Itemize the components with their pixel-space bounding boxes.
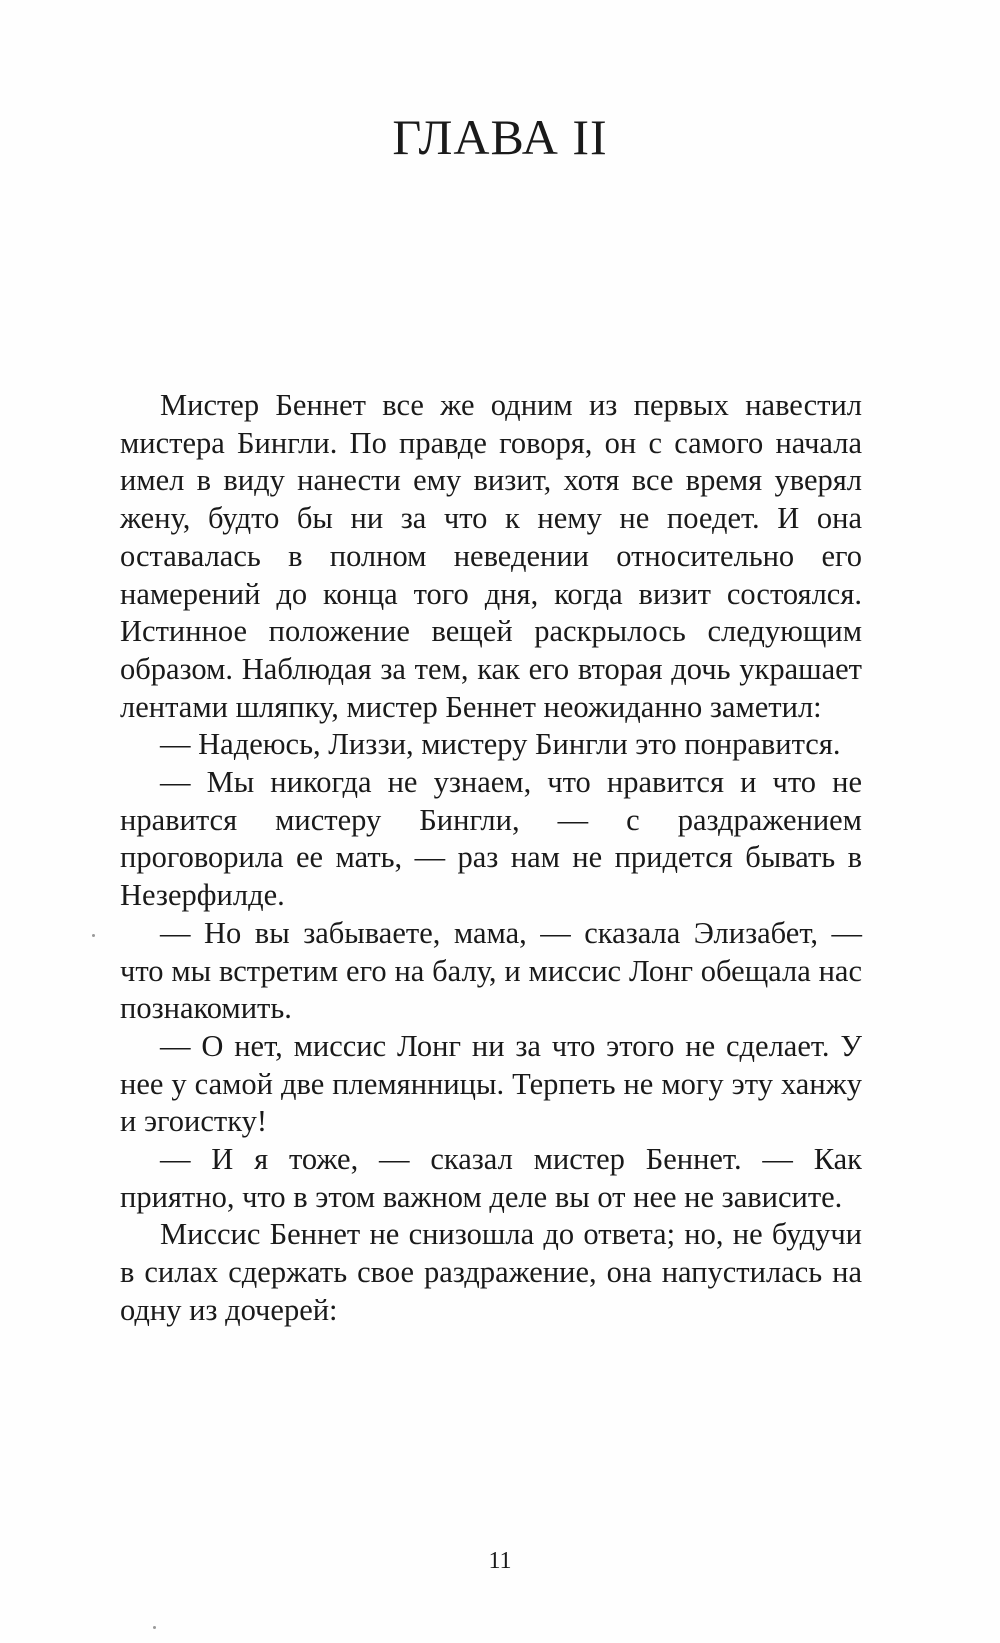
chapter-title: ГЛАВА II xyxy=(392,109,608,165)
paragraph: Миссис Беннет не снизошла до ответа; но, не будучи в силах сдержать свое раздражение, она напустилась на одну из дочерей: xyxy=(120,1217,862,1327)
print-speck xyxy=(153,1626,156,1629)
page-number: 11 xyxy=(488,1548,512,1574)
paragraph: — Надеюсь, Лиззи, мистеру Бингли это понравится. xyxy=(160,727,841,762)
paragraph: Мистер Беннет все же одним из первых навестил мистера Бингли. По правде говоря, он с самого начала имел в виду нанести ему визит, хотя все время уверял жену, будто бы ни за что к нему не поедет. И она оставалась в полном неведении относительно его намерений до конца того дня, когда визит состоялся. Истинное положение вещей раскрылось следующим образом. Наблюдая за тем, как его вторая дочь украшает лентами шляпку, мистер Беннет неожиданно заметил: xyxy=(120,388,862,724)
paragraph: — Но вы забываете, мама, — сказала Элизабет, — что мы встретим его на балу, и миссис Лонг обещала нас познакомить. xyxy=(120,915,862,1026)
print-speck xyxy=(92,934,95,937)
paragraph: — Мы никогда не узнаем, что нравится и что не нравится мистеру Бингли, — с раздражением проговорила ее мать, — раз нам не придется бывать в Незерфилде. xyxy=(120,765,862,913)
paragraph: — О нет, миссис Лонг ни за что этого не сделает. У нее у самой две племянницы. Терпеть не могу эту ханжу и эгоистку! xyxy=(120,1028,862,1139)
paragraph: — И я тоже, — сказал мистер Беннет. — Как приятно, что в этом важном деле вы от нее не зависите. xyxy=(120,1142,862,1214)
body-text xyxy=(120,387,862,1330)
